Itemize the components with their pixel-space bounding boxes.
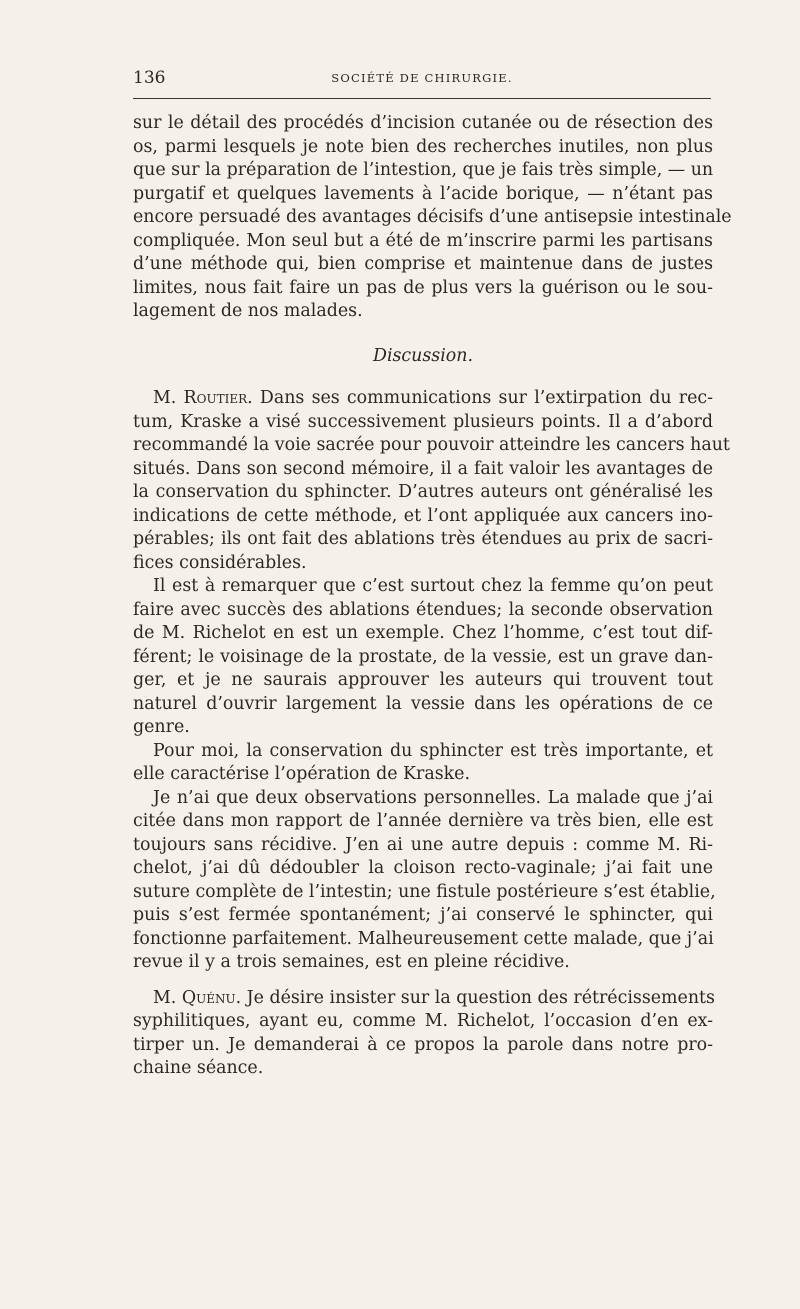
text-line: de M. Richelot en est un exemple. Chez l’homme, c’est tout dif- <box>133 623 713 643</box>
text-line: revue il y a trois semaines, est en pleine récidive. <box>133 952 570 972</box>
text-line: naturel d’ouvrir largement la vessie dans les opérations de ce <box>133 693 713 714</box>
text-line: encore persuadé des avantages décisifs d’une antisepsie intestinale <box>133 207 732 227</box>
text-line: indications de cette méthode, et l’ont appliquée aux cancers ino- <box>133 505 713 526</box>
text-line: chaine séance. <box>133 1058 264 1078</box>
text-line <box>133 387 713 411</box>
routier-paragraph-3 <box>133 740 713 787</box>
page-header <box>133 66 711 90</box>
text-line: compliquée. Mon seul but a été de m’inscrire parmi les partisans <box>133 230 713 251</box>
text-line: syphilitiques, ayant eu, comme M. Richelot, l’occasion d’en ex- <box>133 1011 713 1031</box>
text-line: lagement de nos malades. <box>133 301 363 321</box>
text-line: os, parmi lesquels je note bien des recherches inutiles, non plus <box>133 136 713 157</box>
discussion-heading: Discussion. <box>373 345 473 366</box>
text-line: puis s’est fermée spontanément; j’ai conservé le sphincter, qui <box>133 905 713 925</box>
text-line: faire avec succès des ablations étendues; la seconde observation <box>133 599 713 620</box>
text-line: purgatif et quelques lavements à l’acide borique, — n’étant pas <box>133 183 713 204</box>
text-line: situés. Dans son second mémoire, il a fait valoir les avantages de <box>133 458 713 479</box>
paragraph-gap <box>133 975 713 987</box>
text-line: sur le détail des procédés d’incision cutanée ou de résection des <box>133 113 713 133</box>
text-line: limites, nous fait faire un pas de plus vers la guérison ou le sou- <box>133 277 713 298</box>
text-line: tum, Kraske a visé successivement plusieurs points. Il a d’abord <box>133 411 713 432</box>
text-line: que sur la préparation de l’intestion, que je fais très simple, — un <box>133 160 714 180</box>
speaker-name: M. Quénu. <box>153 987 242 1008</box>
page-number: 136 <box>133 68 166 88</box>
text-line: fices considérables. <box>133 552 307 573</box>
header-rule <box>133 98 711 99</box>
text-line: suture complète de l’intestin; une fistule postérieure s’est établie, <box>133 881 716 902</box>
text-line: pérables; ils ont fait des ablations très étendues au prix de sacri- <box>133 529 713 549</box>
routier-paragraph-1 <box>133 387 730 575</box>
running-title: SOCIÉTÉ DE CHIRURGIE. <box>331 71 513 85</box>
body-text <box>133 112 732 1081</box>
text-line: chelot, j’ai dû dédoubler la cloison recto-vaginale; j’ai fait une <box>133 858 713 878</box>
text-line: d’une méthode qui, bien comprise et maintenue dans de justes <box>133 254 713 274</box>
quenu-paragraph <box>133 987 713 1081</box>
text-line: la conservation du sphincter. D’autres auteurs ont généralisé les <box>133 482 713 502</box>
text-line: ger, et je ne saurais approuver les auteurs qui trouvent tout <box>133 670 713 690</box>
routier-paragraph-2 <box>133 575 713 740</box>
text-line: fonctionne parfaitement. Malheureusement cette malade, que j’ai <box>133 928 714 949</box>
text-line: recommandé la voie sacrée pour pouvoir atteindre les cancers haut <box>133 435 730 455</box>
speaker-name: M. Routier. <box>153 388 253 408</box>
text-line: toujours sans récidive. J’en ai une autre depuis : comme M. Ri- <box>133 834 713 855</box>
intro-paragraph <box>133 112 732 324</box>
text-line: citée dans mon rapport de l’année dernière va très bien, elle est <box>133 811 713 831</box>
text-line: genre. <box>133 717 190 737</box>
routier-paragraph-4 <box>133 787 716 975</box>
text-fragment: Dans ses communications sur l’extirpation du rec- <box>259 388 713 408</box>
text-line: férent; le voisinage de la prostate, de la vessie, est un grave dan- <box>133 646 713 667</box>
text-line: tirper un. Je demanderai à ce propos la parole dans notre pro- <box>133 1034 713 1055</box>
text-line: elle caractérise l’opération de Kraske. <box>133 764 470 784</box>
text-line: Il est à remarquer que c’est surtout chez la femme qu’on peut <box>153 576 713 596</box>
text-line: Je n’ai que deux observations personnelles. La malade que j’ai <box>153 787 713 808</box>
text-line: Pour moi, la conservation du sphincter est très importante, et <box>153 740 713 761</box>
text-fragment: Je désire insister sur la question des rétrécissements <box>246 987 715 1008</box>
text-line <box>133 987 713 1011</box>
